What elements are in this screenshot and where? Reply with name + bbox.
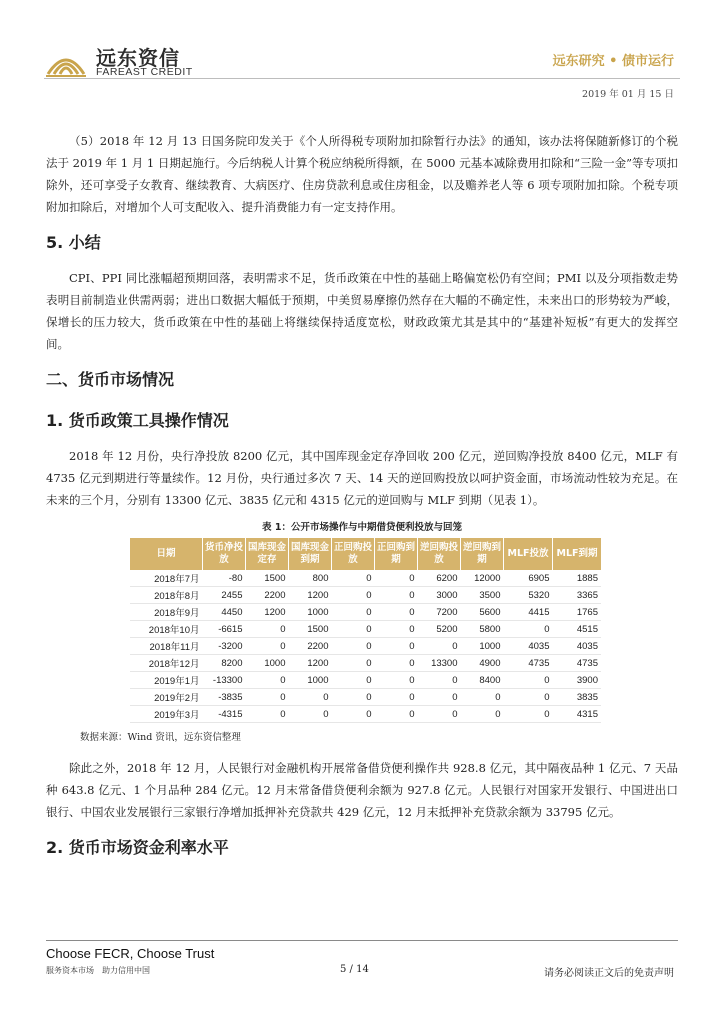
table-header: MLF到期 bbox=[553, 538, 602, 570]
table-header: 正回购投放 bbox=[332, 538, 375, 570]
table-cell: 3365 bbox=[553, 587, 602, 604]
table-header: 日期 bbox=[130, 538, 203, 570]
table-cell: 0 bbox=[332, 621, 375, 638]
table-cell: 0 bbox=[375, 604, 418, 621]
table-cell: 13300 bbox=[418, 655, 461, 672]
table-cell: 1765 bbox=[553, 604, 602, 621]
table-row bbox=[130, 655, 601, 672]
table-cell: 12000 bbox=[461, 570, 504, 587]
table-cell: -80 bbox=[203, 570, 246, 587]
open-market-table bbox=[130, 538, 601, 723]
table-row bbox=[130, 672, 601, 689]
table-cell: 0 bbox=[332, 655, 375, 672]
table-row bbox=[130, 638, 601, 655]
table-cell: 0 bbox=[461, 689, 504, 706]
table-cell: 0 bbox=[504, 689, 553, 706]
table-header: 正回购到期 bbox=[375, 538, 418, 570]
table-cell: -4315 bbox=[203, 706, 246, 723]
table-cell: 0 bbox=[375, 672, 418, 689]
company-name-en: FAREAST CREDIT bbox=[96, 66, 193, 78]
table-cell: 0 bbox=[375, 706, 418, 723]
table-cell: 4035 bbox=[504, 638, 553, 655]
tax-paragraph: （5）2018 年 12 月 13 日国务院印发关于《个人所得税专项附加扣除暂行办法》的通知，该办法将保随新修订的个税法于 2019 年 1 月 1 日期起施行。今后纳税人计算个税应纳税所得额，在 5000 元基本减除费用扣除和“三险一金”等专项扣除外，还可享受子女教育、继续教育、大病医疗、住房贷款利息或住房租金，以及赡养老人等 6 项专项附加扣除。个税专项附加扣除后，对增加个人可支配收入、提升消费能力有一定支持作用。 bbox=[46, 134, 678, 214]
table-cell: 1500 bbox=[289, 621, 332, 638]
table-cell: 1000 bbox=[289, 672, 332, 689]
table-row bbox=[130, 621, 601, 638]
table-cell: 2018年8月 bbox=[130, 587, 203, 604]
rates-heading: 2. 货币市场资金利率水平 bbox=[46, 838, 229, 857]
table-cell: 4515 bbox=[553, 621, 602, 638]
page-body bbox=[46, 130, 678, 872]
table-cell: 4900 bbox=[461, 655, 504, 672]
table-cell: 2019年2月 bbox=[130, 689, 203, 706]
table-cell: 0 bbox=[375, 621, 418, 638]
table-header: 逆回购投放 bbox=[418, 538, 461, 570]
table-cell: 2018年12月 bbox=[130, 655, 203, 672]
table-cell: 0 bbox=[375, 570, 418, 587]
table-cell: 7200 bbox=[418, 604, 461, 621]
disclaimer-note: 请务必阅读正文后的免责声明 bbox=[544, 968, 674, 979]
table-cell: 1885 bbox=[553, 570, 602, 587]
table-cell: 4315 bbox=[553, 706, 602, 723]
page-number: 5 / 14 bbox=[340, 964, 369, 975]
tools-paragraph: 2018 年 12 月份，央行净投放 8200 亿元，其中国库现金定存净回收 200 亿元，逆回购净投放 8400 亿元，MLF 有 4735 亿元到期进行等量续作。12 月份，央行通过多次 7 天、14 天的逆回购投放以呵护资金面，市场流动性较为充足。在未来的三个月，分别有 13300 亿元、3835 亿元和 4315 亿元的逆回购与 MLF 到期（见表 1）。 bbox=[46, 449, 678, 507]
table-cell: 0 bbox=[375, 655, 418, 672]
table-cell: 1200 bbox=[289, 587, 332, 604]
table-cell: 0 bbox=[332, 672, 375, 689]
table-header-row bbox=[130, 538, 601, 570]
table-cell: 2200 bbox=[289, 638, 332, 655]
table-cell: 5600 bbox=[461, 604, 504, 621]
table-cell: 4450 bbox=[203, 604, 246, 621]
table-cell: 0 bbox=[504, 672, 553, 689]
table-cell: -6615 bbox=[203, 621, 246, 638]
table-cell: -13300 bbox=[203, 672, 246, 689]
table-cell: 8200 bbox=[203, 655, 246, 672]
page-header bbox=[0, 0, 724, 100]
table-cell: 0 bbox=[418, 689, 461, 706]
table-header: 国库现金定存 bbox=[246, 538, 289, 570]
table-row bbox=[130, 706, 601, 723]
table-cell: 6905 bbox=[504, 570, 553, 587]
report-series: 远东研究 • 债市运行 bbox=[552, 54, 674, 69]
table-body bbox=[130, 570, 601, 723]
table-cell: 1000 bbox=[461, 638, 504, 655]
table-cell: 2200 bbox=[246, 587, 289, 604]
table-header: 国库现金到期 bbox=[289, 538, 332, 570]
table-cell: 6200 bbox=[418, 570, 461, 587]
table-cell: -3200 bbox=[203, 638, 246, 655]
footer-slogan-en: Choose FECR, Choose Trust bbox=[46, 946, 215, 961]
table-cell: 4035 bbox=[553, 638, 602, 655]
table-caption: 表 1：公开市场操作与中期借贷便利投放与回笼 bbox=[262, 522, 462, 533]
table-cell: 8400 bbox=[461, 672, 504, 689]
table-cell: 2018年11月 bbox=[130, 638, 203, 655]
table-row bbox=[130, 587, 601, 604]
summary-heading: 5. 小结 bbox=[46, 233, 101, 252]
summary-paragraph: CPI、PPI 同比涨幅超预期回落，表明需求不足，货币政策在中性的基础上略偏宽松仍有空间；PMI 以及分项指数走势表明目前制造业供需两弱；进出口数据大幅低于预期，中美贸易摩擦仍然存在大幅的不确定性，未来出口的形势较为严峻，保增长的压力较大，货币政策在中性的基础上将继续保持适度宽松，财政政策尤其是其中的“基建补短板”有更大的发挥空间。 bbox=[46, 271, 678, 351]
table-cell: 0 bbox=[332, 570, 375, 587]
table-cell: 2018年7月 bbox=[130, 570, 203, 587]
table-cell: 0 bbox=[375, 587, 418, 604]
table-cell: 0 bbox=[461, 706, 504, 723]
table-cell: 0 bbox=[332, 706, 375, 723]
table-cell: 1200 bbox=[289, 655, 332, 672]
table-cell: 0 bbox=[418, 706, 461, 723]
footer-slogan-cn: 服务资本市场 助力信用中国 bbox=[46, 966, 150, 975]
table-cell: 5200 bbox=[418, 621, 461, 638]
table-cell: -3835 bbox=[203, 689, 246, 706]
table-cell: 5320 bbox=[504, 587, 553, 604]
table-cell: 1200 bbox=[246, 604, 289, 621]
table-cell: 1500 bbox=[246, 570, 289, 587]
company-name-cn: 远东资信 bbox=[96, 46, 180, 70]
table-cell: 2018年10月 bbox=[130, 621, 203, 638]
table-cell: 0 bbox=[289, 706, 332, 723]
table-row bbox=[130, 570, 601, 587]
table-cell: 0 bbox=[332, 689, 375, 706]
table-cell: 4415 bbox=[504, 604, 553, 621]
table-cell: 4735 bbox=[553, 655, 602, 672]
table-cell: 3500 bbox=[461, 587, 504, 604]
table-cell: 3900 bbox=[553, 672, 602, 689]
table-cell: 3835 bbox=[553, 689, 602, 706]
table-cell: 0 bbox=[332, 604, 375, 621]
table-cell: 0 bbox=[246, 689, 289, 706]
header-divider bbox=[44, 78, 680, 79]
table-cell: 2018年9月 bbox=[130, 604, 203, 621]
table-cell: 2019年3月 bbox=[130, 706, 203, 723]
table-row bbox=[130, 689, 601, 706]
table-cell: 0 bbox=[418, 638, 461, 655]
table-header: 逆回购到期 bbox=[461, 538, 504, 570]
slf-paragraph: 除此之外，2018 年 12 月，人民银行对金融机构开展常备借贷便利操作共 928.8 亿元，其中隔夜品种 1 亿元、7 天品种 643.8 亿元、1 个月品种 284 亿元。12 月末常备借贷便利余额为 927.8 亿元。人民银行对国家开发银行、中国进出口银行、中国农业发展银行三家银行净增加抵押补充贷款共 429 亿元，12 月末抵押补充贷款余额为 33795 亿元。 bbox=[46, 761, 678, 819]
report-date: 2019 年 01 月 15 日 bbox=[582, 89, 674, 100]
table-cell: 1000 bbox=[246, 655, 289, 672]
table-cell: 0 bbox=[289, 689, 332, 706]
fareast-logo-icon bbox=[44, 44, 88, 80]
table-cell: 1000 bbox=[289, 604, 332, 621]
table-cell: 4735 bbox=[504, 655, 553, 672]
table-cell: 0 bbox=[246, 672, 289, 689]
table-cell: 0 bbox=[246, 621, 289, 638]
table-cell: 2455 bbox=[203, 587, 246, 604]
section-title: 二、货币市场情况 bbox=[46, 370, 175, 389]
table-cell: 0 bbox=[504, 621, 553, 638]
table-cell: 0 bbox=[375, 689, 418, 706]
table-row bbox=[130, 604, 601, 621]
table-cell: 800 bbox=[289, 570, 332, 587]
table-cell: 3000 bbox=[418, 587, 461, 604]
table-cell: 2019年1月 bbox=[130, 672, 203, 689]
table-cell: 0 bbox=[332, 638, 375, 655]
table-cell: 0 bbox=[246, 638, 289, 655]
table-cell: 5800 bbox=[461, 621, 504, 638]
table-cell: 0 bbox=[246, 706, 289, 723]
table-header: MLF投放 bbox=[504, 538, 553, 570]
table-source: 数据来源：Wind 资讯，远东资信整理 bbox=[80, 732, 241, 743]
table-header: 货币净投放 bbox=[203, 538, 246, 570]
table-cell: 0 bbox=[332, 587, 375, 604]
tools-heading: 1. 货币政策工具操作情况 bbox=[46, 411, 229, 430]
table-cell: 0 bbox=[418, 672, 461, 689]
table-cell: 0 bbox=[375, 638, 418, 655]
footer-divider bbox=[46, 940, 678, 941]
table-cell: 0 bbox=[504, 706, 553, 723]
